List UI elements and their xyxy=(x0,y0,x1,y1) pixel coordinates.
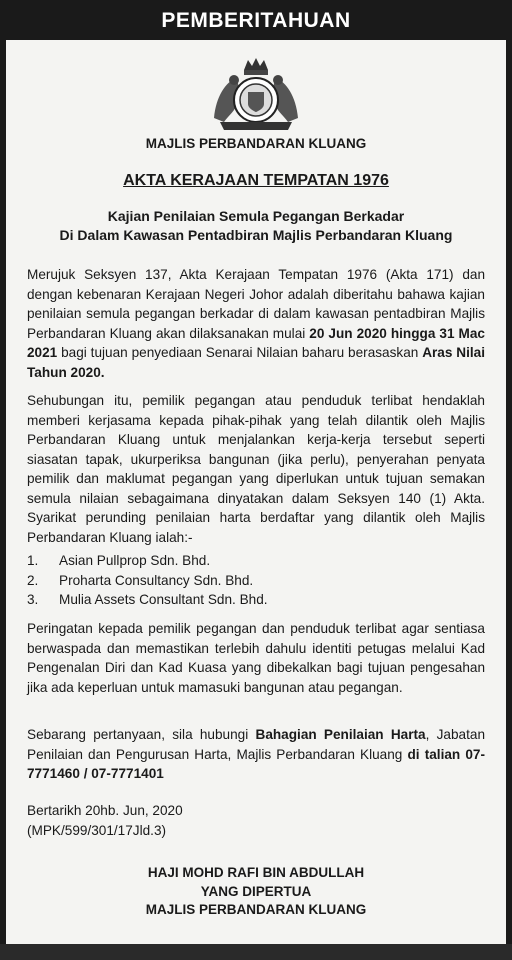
signatory-title: YANG DIPERTUA xyxy=(200,883,312,899)
signatory-org: MAJLIS PERBANDARAN KLUANG xyxy=(145,902,367,917)
act-title: AKTA KERAJAAN TEMPATAN 1976 xyxy=(123,172,389,189)
list-item xyxy=(27,571,268,591)
signature-block xyxy=(0,864,512,920)
paragraph-1-text-a: Merujuk Seksyen 137, Akta Kerajaan Tempatan 1976 (Akta 171) dan dengan kebenaran Kerajaan Negeri Johor adalah diberitahu bahawa kajian penilaian semula pegangan berkadar di dalam kawasan pentadbiran Majlis Perbandaran Kluang akan dilaksanakan mulai xyxy=(27,267,485,341)
valuation-base-year: Aras Nilai Tahun 2020. xyxy=(27,345,485,380)
footer-bar xyxy=(0,944,512,960)
paragraph-4 xyxy=(27,725,485,784)
paragraph-2: Sehubungan itu, pemilik pegangan atau penduduk terlibat hendaklah memberi kerjasama kepada pihak-pihak yang telah dilantik oleh Majlis Perbandaran Kluang untuk menjalankan kerja-kerja tersebut seperti siasatan tapak, ukurperiksa bangunan (jika perlu), penyerahan penyata pemilik dan maklumat pegangan yang diperlukan untuk tujuan semakan semula nilaian sebagaimana dinyatakan dalam Seksyen 140 (1) Akta. Syarikat perunding penilaian harta berdaftar yang dilantik oleh Majlis Perbandaran Kluang ialah:- xyxy=(27,393,485,545)
subtitle-line-1: Kajian Penilaian Semula Pegangan Berkadar xyxy=(107,208,405,224)
paragraph-1-text-b: bagi tujuan penyediaan Senarai Nilaian baharu berasaskan xyxy=(57,345,423,360)
notice-header-title: PEMBERITAHUAN xyxy=(148,2,364,40)
list-item-name: Proharta Consultancy Sdn. Bhd. xyxy=(59,572,254,588)
contact-phone: di talian 07-7771460 / 07-7771401 xyxy=(27,746,485,781)
list-item xyxy=(27,551,268,571)
list-item-name: Asian Pullprop Sdn. Bhd. xyxy=(59,553,211,568)
paragraph-4-text-b: , Jabatan Penilaian dan Pengurusan Harta, Majlis Perbandaran Kluang xyxy=(27,727,485,762)
paragraph-4-text-a: Sebarang pertanyaan, sila hubungi xyxy=(27,727,256,742)
paragraph-3: Peringatan kepada pemilik pegangan dan penduduk terlibat agar sentiasa berwaspada dan memastikan terlebih dahulu identiti petugas melalui Kad Pengenalan Diri dan Kad Kuasa yang dibekalkan bagi tujuan pengesahan jika ada keperluan untuk mamasuki bangunan atau pegangan. xyxy=(27,621,485,695)
list-item-number: 1. xyxy=(27,553,39,568)
contact-department: Bahagian Penilaian Harta xyxy=(255,727,426,742)
list-item-number: 2. xyxy=(27,572,39,588)
paragraph-1 xyxy=(27,265,485,382)
reference-number: (MPK/599/301/17Jld.3) xyxy=(27,822,167,838)
list-item-number: 3. xyxy=(27,592,39,607)
date-block xyxy=(27,801,183,840)
firm-list xyxy=(27,551,268,610)
notice-subtitle xyxy=(0,207,512,245)
valuation-date-range: 20 Jun 2020 hingga 31 Mac 2021 xyxy=(27,325,485,360)
council-crest-icon xyxy=(206,56,306,132)
list-item xyxy=(27,590,268,610)
council-name: MAJLIS PERBANDARAN KLUANG xyxy=(145,136,367,151)
list-item-name: Mulia Assets Consultant Sdn. Bhd. xyxy=(59,592,268,607)
subtitle-line-2: Di Dalam Kawasan Pentadbiran Majlis Perbandaran Kluang xyxy=(59,227,453,243)
date-line: Bertarikh 20hb. Jun, 2020 xyxy=(27,803,183,818)
signatory-name: HAJI MOHD RAFI BIN ABDULLAH xyxy=(147,865,365,880)
